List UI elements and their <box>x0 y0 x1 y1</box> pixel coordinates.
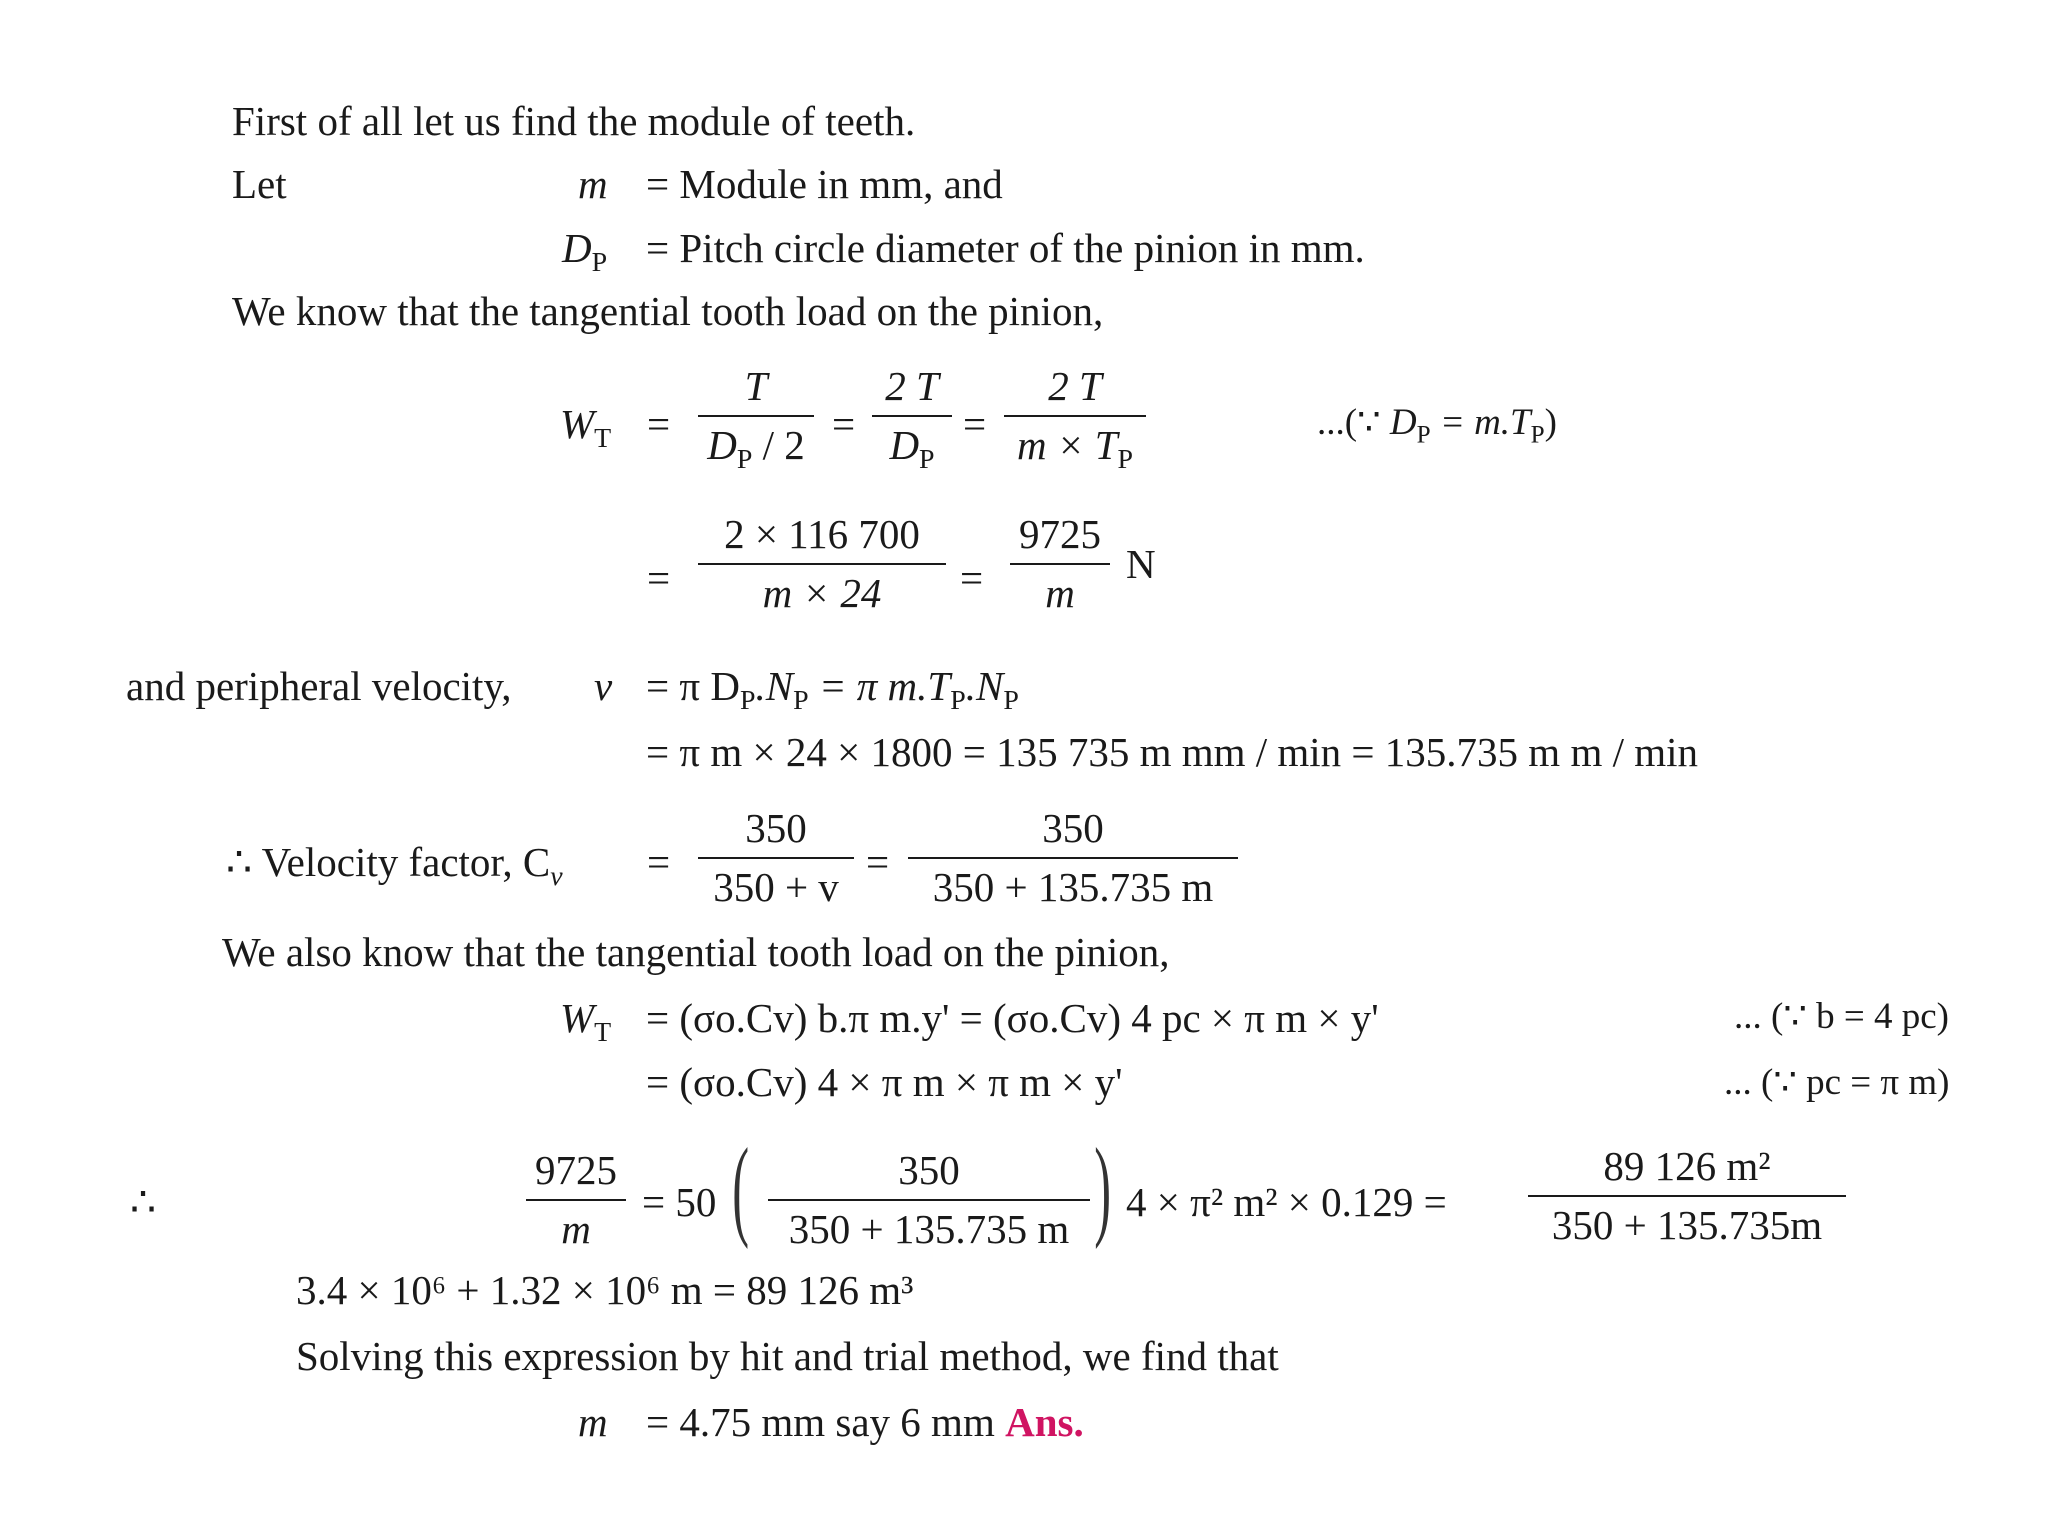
know-statement-1: We know that the tangential tooth load on the pinion, <box>232 288 1104 334</box>
eq4-mid-2: 4 × π² m² × 0.129 = <box>1126 1179 1447 1225</box>
eq1-note: ...(∵ $D_P = m.T_P$) <box>1317 402 1557 449</box>
eq2-unit: N <box>1126 541 1156 587</box>
eq5-line: 3.4 × 10⁶ + 1.32 × 10⁶ m = 89 126 m³ <box>296 1267 914 1313</box>
m-symbol: m <box>578 161 608 207</box>
eq4-right-paren: ) <box>1094 1126 1112 1250</box>
cv-fraction-2: 350 350 + 135.735 m <box>908 808 1238 908</box>
velocity-symbol: v <box>594 663 613 709</box>
let-label: Let <box>232 161 287 207</box>
eq2-fraction-2: 9725 m <box>1010 514 1110 614</box>
eq3-line-2: = (σo.Cv) 4 × π m × π m × y' <box>646 1059 1123 1105</box>
velocity-line-2: = π m × 24 × 1800 = 135 735 m mm / min = 135.735 m m / min <box>646 729 1699 775</box>
eq1-equals-2: = <box>832 401 856 447</box>
eq1-fraction-2: 2 T $D_P$ <box>872 366 952 466</box>
eq1-lhs: $W_T$ <box>560 401 612 455</box>
eq3-note-2: ... (∵ pc = π m) <box>1724 1062 1950 1103</box>
cv-equals: = <box>647 839 671 885</box>
dp-symbol: $D_P$ <box>562 225 608 279</box>
answer-label: Ans. <box>1005 1399 1084 1445</box>
m-definition: = Module in mm, and <box>646 161 1003 207</box>
know-statement-2: We also know that the tangential tooth load on the pinion, <box>222 929 1170 975</box>
intro-text: First of all let us find the module of teeth. <box>232 98 916 144</box>
cv-label: ∴ Velocity factor, $C_v$ <box>226 839 563 893</box>
eq4-fraction-2: 350 350 + 135.735 m <box>768 1150 1090 1250</box>
eq2-equals-2: = <box>960 555 984 601</box>
eq4-left-paren: ( <box>732 1126 750 1250</box>
eq3-note-1: ... (∵ b = 4 pc) <box>1734 996 1949 1037</box>
eq2-fraction-1: 2 × 116 700 m × 24 <box>698 514 946 614</box>
eq4-fraction-3: 89 126 m² 350 + 135.735m <box>1528 1146 1846 1246</box>
result-value: = 4.75 mm say 6 mm Ans. <box>646 1399 1084 1445</box>
cv-equals-2: = <box>866 839 890 885</box>
eq1-equals: = <box>647 401 671 447</box>
velocity-label: and peripheral velocity, <box>126 663 512 709</box>
cv-fraction-1: 350 350 + v <box>698 808 854 908</box>
eq3-line-1: = (σo.Cv) b.π m.y' = (σo.Cv) 4 pc × π m × y' <box>646 995 1379 1041</box>
eq3-lhs: $W_T$ <box>560 995 612 1049</box>
eq1-equals-3: = <box>963 401 987 447</box>
eq4-mid-1: = 50 <box>642 1179 717 1225</box>
eq4-therefore: ∴ <box>130 1179 157 1225</box>
eq1-fraction-3: 2 T $m \times T_P$ <box>1004 366 1146 466</box>
dp-definition: = Pitch circle diameter of the pinion in mm. <box>646 225 1365 271</box>
solving-text: Solving this expression by hit and trial method, we find that <box>296 1333 1279 1379</box>
eq2-equals: = <box>647 555 671 601</box>
eq4-fraction-1: 9725 m <box>526 1150 626 1250</box>
result-symbol: m <box>578 1399 608 1445</box>
eq1-fraction-1: T $D_P / 2$ <box>698 366 814 466</box>
velocity-line-1: = π $D_P.N_P = \pi$ $m.T_P.N_P$ <box>646 663 1019 717</box>
